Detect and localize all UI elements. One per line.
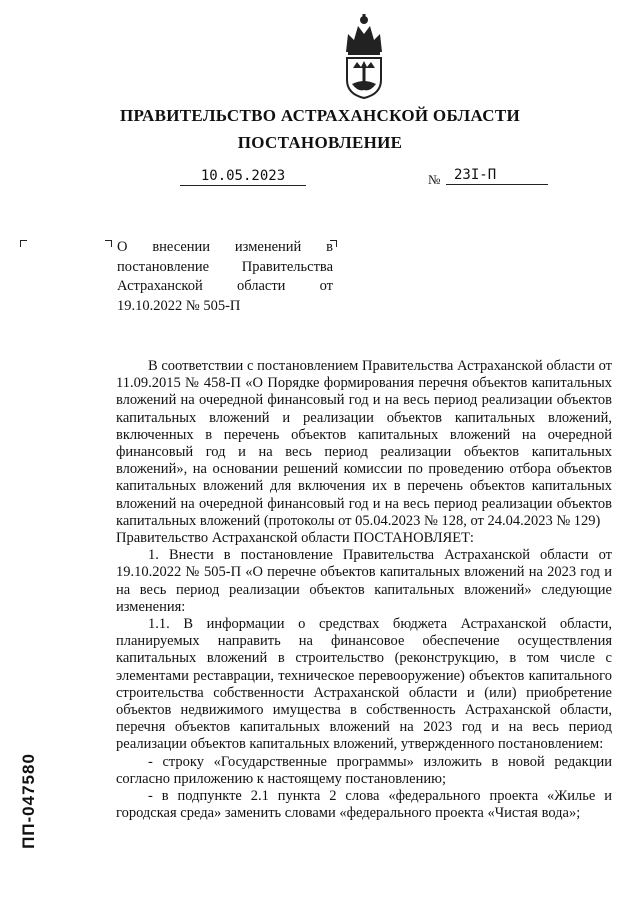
organization-name: ПРАВИТЕЛЬСТВО АСТРАХАНСКОЙ ОБЛАСТИ — [120, 106, 520, 125]
paragraph-preamble: В соответствии с постановлением Правительства Астраханской области от 11.09.2015 № 458-П «О Порядке формирования перечня объектов капитальных вложений на очередной финансовый год и на весь период реализации объектов капитальных вложений и реализации объектов капитальных вложений, включенных в перечень объектов капитальных вложений на очередной финансовый год и на весь период реализации объектов капитальных вложений», на основании решений комиссии по проведению отбора объектов капитальных вложений для включения их в перечень объектов капитальных вложений на очередной финансовый год и на весь период реализации объектов капитальных вложений (протоколы от 05.04.2023 № 128, от 24.04.2023 № 129) — [116, 358, 612, 529]
subject-corner-mark — [20, 240, 27, 247]
number-label: № — [428, 172, 441, 187]
paragraph-bullet-1: - строку «Государственные программы» изложить в новой редакции согласно приложению к настоящему постановлению; — [116, 753, 612, 787]
paragraph-resolution: Правительство Астраханской области ПОСТАНОВЛЯЕТ: — [116, 530, 474, 547]
document-number: 23I-П — [446, 167, 548, 185]
registration-stamp: ПП-047580 — [19, 753, 38, 849]
document-date: 10.05.2023 — [180, 168, 306, 186]
subject-corner-mark — [105, 240, 112, 247]
astrakhan-coat-of-arms-icon — [340, 12, 388, 100]
paragraph-item-1: 1. Внести в постановление Правительства Астраханской области от 19.10.2022 № 505-П «О перечне объектов капитальных вложений на 2023 год и на весь период реализации объектов капитальных вложений» следующие изменения: — [116, 547, 612, 615]
paragraph-bullet-2: - в подпункте 2.1 пункта 2 слова «федерального проекта «Жилье и городская среда» заменить словами «федерального проекта «Чистая вода»; — [116, 788, 612, 822]
paragraph-item-1-1: 1.1. В информации о средствах бюджета Астраханской области, планируемых направить на финансовое обеспечение осуществления капитальных вложений в строительство (реконструкцию, в том числе с элементами реставрации, техническое перевооружение) объектов капитального строительства собственности Астраханской области и (или) приобретение объектов недвижимого имущества в собственность Астраханской области, перечня объектов капитальных вложений на 2023 год и на весь период реализации объектов капитальных вложений, утвержденного постановлением: — [116, 616, 612, 753]
document-type: ПОСТАНОВЛЕНИЕ — [237, 133, 403, 152]
document-body — [116, 358, 612, 822]
document-subject: О внесении изменений в постановление Правительства Астраханской области от 19.10.2022 № 505-П — [117, 239, 333, 314]
